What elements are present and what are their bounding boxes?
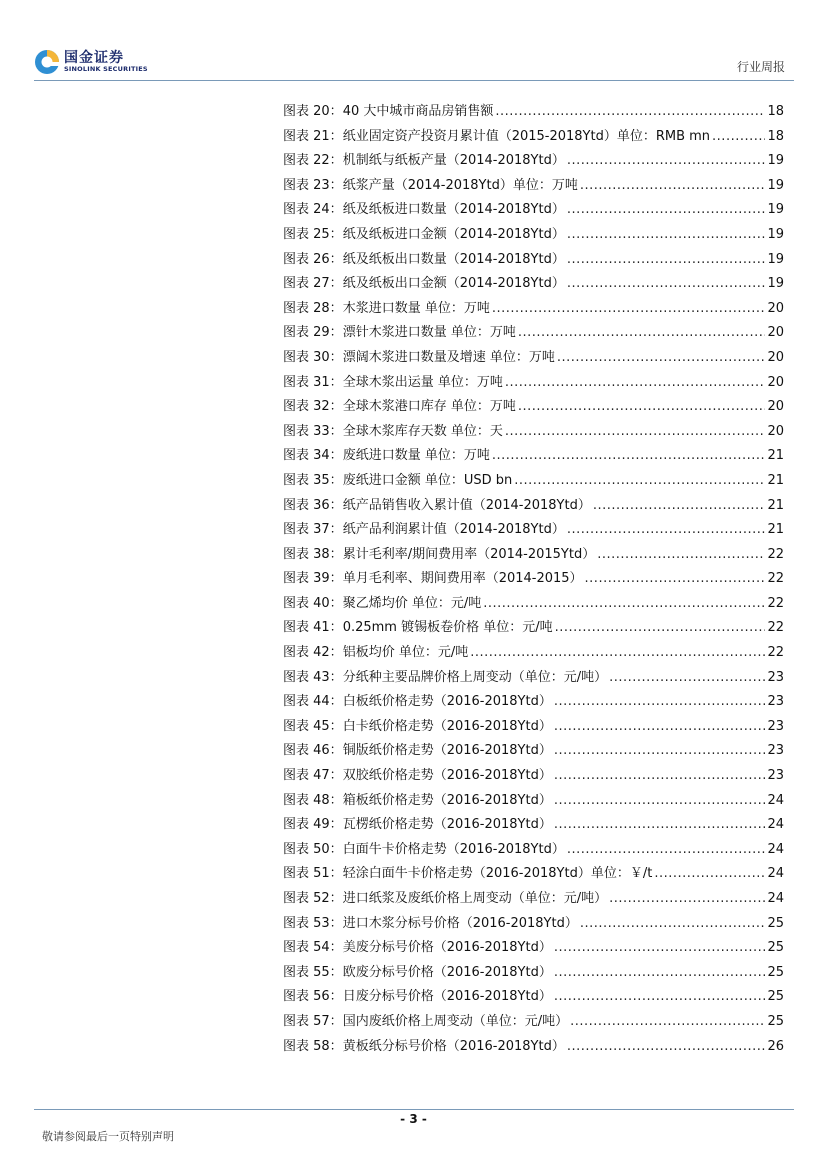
toc-leader-dots	[495, 100, 765, 125]
page-header	[0, 0, 827, 82]
toc-entry-page: 22	[767, 645, 784, 661]
toc-entry-page: 25	[767, 989, 784, 1005]
toc-entry-title: 美废分标号价格（2016-2018Ytd）	[342, 940, 552, 956]
toc-leader-dots	[580, 912, 766, 937]
toc-entry[interactable]	[283, 666, 784, 691]
toc-entry[interactable]	[283, 1035, 784, 1060]
toc-leader-dots	[554, 739, 766, 764]
toc-entry-number: 图表 50：	[283, 841, 343, 857]
toc-leader-dots	[593, 494, 766, 519]
toc-entry-page: 24	[767, 817, 784, 833]
toc-entry[interactable]	[283, 125, 784, 150]
toc-leader-dots	[554, 813, 766, 838]
toc-leader-dots	[492, 444, 766, 469]
toc-entry-number: 图表 48：	[283, 792, 343, 808]
toc-entry-page: 23	[767, 669, 784, 685]
toc-entry-page: 21	[767, 522, 784, 538]
toc-entry-number: 图表 26：	[283, 251, 343, 267]
toc-entry[interactable]	[283, 198, 784, 223]
toc-entry-page: 20	[767, 300, 784, 316]
toc-leader-dots	[570, 1010, 765, 1035]
toc-entry-page: 22	[767, 595, 784, 611]
toc-entry-number: 图表 28：	[283, 300, 343, 316]
toc-entry[interactable]	[283, 838, 784, 863]
toc-leader-dots	[609, 887, 765, 912]
toc-entry[interactable]	[283, 887, 784, 912]
toc-entry-number: 图表 51：	[283, 866, 343, 882]
toc-entry-page: 24	[767, 891, 784, 906]
toc-leader-dots	[567, 272, 766, 297]
toc-entry-number: 图表 33：	[283, 423, 343, 439]
toc-entry-page: 24	[767, 866, 784, 882]
toc-entry[interactable]	[283, 690, 784, 715]
toc-entry-title: 纸及纸板进口金额（2014-2018Ytd）	[342, 226, 565, 242]
toc-leader-dots	[567, 248, 766, 273]
toc-entry-title: 机制纸与纸板产量（2014-2018Ytd）	[342, 153, 565, 169]
company-logo	[34, 47, 154, 79]
toc-entry-title: 累计毛利率/期间费用率（2014-2015Ytd）	[342, 546, 596, 562]
toc-entry-title: 进口木浆分标号价格（2016-2018Ytd）	[342, 915, 578, 931]
toc-entry-number: 图表 41：	[283, 620, 343, 636]
toc-entry-page: 19	[767, 276, 784, 292]
toc-entry[interactable]	[283, 494, 784, 519]
toc-leader-dots	[567, 1035, 766, 1060]
toc-entry-page: 25	[767, 1013, 784, 1029]
toc-entry[interactable]	[283, 346, 784, 371]
toc-entry[interactable]	[283, 100, 784, 125]
toc-entry-title: 白板纸价格走势（2016-2018Ytd）	[342, 694, 552, 710]
toc-entry-number: 图表 52：	[283, 891, 343, 906]
toc-leader-dots	[492, 297, 766, 322]
toc-entry[interactable]	[283, 223, 784, 248]
sinolink-logo-icon	[34, 49, 60, 75]
toc-leader-dots	[554, 961, 766, 986]
toc-entry[interactable]	[283, 321, 784, 346]
toc-entry[interactable]	[283, 395, 784, 420]
toc-leader-dots	[712, 125, 765, 150]
toc-leader-dots	[514, 469, 765, 494]
toc-entry-page: 19	[767, 153, 784, 169]
toc-entry-page: 22	[767, 571, 784, 587]
toc-entry-title: 纸及纸板进口数量（2014-2018Ytd）	[342, 202, 565, 218]
toc-entry-title: 全球木浆库存天数 单位：天	[342, 423, 503, 439]
toc-entry-page: 19	[767, 202, 784, 218]
toc-entry-title: 欧废分标号价格（2016-2018Ytd）	[342, 964, 552, 980]
toc-entry-number: 图表 21：	[283, 128, 343, 144]
logo-chinese-name: 国金证券	[64, 50, 124, 66]
toc-entry-title: 白面牛卡价格走势（2016-2018Ytd）	[342, 841, 565, 857]
toc-entry[interactable]	[283, 297, 784, 322]
toc-entry-number: 图表 55：	[283, 964, 343, 980]
toc-entry-page: 20	[767, 349, 784, 365]
toc-entry[interactable]	[283, 912, 784, 937]
toc-entry-page: 21	[767, 448, 784, 464]
toc-entry-page: 21	[767, 472, 784, 488]
toc-leader-dots	[505, 371, 766, 396]
toc-entry-title: 国内废纸价格上周变动（单位：元/吨）	[342, 1013, 569, 1029]
toc-entry[interactable]	[283, 764, 784, 789]
toc-entry-title: 全球木浆出运量 单位：万吨	[342, 374, 503, 390]
toc-entry-page: 18	[767, 128, 784, 144]
toc-entry-number: 图表 43：	[283, 669, 343, 685]
toc-leader-dots	[609, 666, 765, 691]
toc-entry[interactable]	[283, 862, 784, 887]
toc-entry-page: 26	[767, 1038, 784, 1054]
toc-entry[interactable]	[283, 371, 784, 396]
toc-leader-dots	[554, 936, 766, 961]
toc-entry-number: 图表 30：	[283, 349, 343, 365]
toc-entry-number: 图表 54：	[283, 940, 343, 956]
toc-entry-title: 纸业固定资产投资月累计值（2015-2018Ytd）单位：RMB mn	[342, 128, 711, 144]
toc-entry-page: 22	[767, 620, 784, 636]
toc-entry-title: 40 大中城市商品房销售额	[342, 104, 494, 119]
toc-entry-page: 19	[767, 226, 784, 242]
toc-leader-dots	[554, 715, 766, 740]
toc-entry-title: 废纸进口金额 单位：USD bn	[342, 472, 513, 488]
toc-entry[interactable]	[283, 469, 784, 494]
toc-entry-title: 铜版纸价格走势（2016-2018Ytd）	[342, 743, 552, 759]
toc-entry[interactable]	[283, 985, 784, 1010]
toc-entry-page: 18	[767, 104, 784, 119]
toc-entry-page: 25	[767, 940, 784, 956]
toc-entry-number: 图表 31：	[283, 374, 343, 390]
toc-entry-number: 图表 46：	[283, 743, 343, 759]
toc-leader-dots	[567, 223, 766, 248]
toc-entry-page: 24	[767, 792, 784, 808]
toc-entry-title: 单月毛利率、期间费用率（2014-2015）	[342, 571, 583, 587]
toc-entry-page: 22	[767, 546, 784, 562]
toc-entry[interactable]	[283, 789, 784, 814]
toc-leader-dots	[567, 838, 766, 863]
toc-entry-page: 23	[767, 718, 784, 734]
toc-entry-title: 双胶纸价格走势（2016-2018Ytd）	[342, 768, 552, 784]
toc-entry[interactable]	[283, 616, 784, 641]
toc-entry[interactable]	[283, 739, 784, 764]
toc-leader-dots	[580, 174, 766, 199]
toc-entry-number: 图表 32：	[283, 399, 343, 415]
toc-leader-dots	[505, 420, 766, 445]
toc-entry-title: 纸浆产量（2014-2018Ytd）单位：万吨	[342, 177, 578, 193]
toc-leader-dots	[567, 518, 766, 543]
toc-entry[interactable]	[283, 272, 784, 297]
toc-entry-title: 聚乙烯均价 单位：元/吨	[342, 595, 482, 611]
toc-entry[interactable]	[283, 543, 784, 568]
toc-entry[interactable]	[283, 149, 784, 174]
toc-entry[interactable]	[283, 567, 784, 592]
toc-entry[interactable]	[283, 1010, 784, 1035]
toc-entry-number: 图表 25：	[283, 226, 343, 242]
toc-entry-number: 图表 38：	[283, 546, 343, 562]
toc-leader-dots	[483, 592, 765, 617]
report-type-label: 行业周报	[736, 60, 785, 74]
disclaimer-text: 敬请参阅最后一页特别声明	[42, 1130, 174, 1143]
toc-entry-title: 箱板纸价格走势（2016-2018Ytd）	[342, 792, 552, 808]
toc-entry[interactable]	[283, 420, 784, 445]
page-number: - 3 -	[400, 1112, 427, 1126]
toc-entry-number: 图表 53：	[283, 915, 343, 931]
toc-entry-number: 图表 40：	[283, 595, 343, 611]
toc-leader-dots	[555, 616, 766, 641]
toc-entry-title: 瓦楞纸价格走势（2016-2018Ytd）	[342, 817, 552, 833]
toc-entry-title: 纸产品销售收入累计值（2014-2018Ytd）	[342, 497, 591, 513]
toc-entry-number: 图表 37：	[283, 522, 343, 538]
toc-leader-dots	[567, 149, 766, 174]
toc-leader-dots	[518, 395, 766, 420]
toc-entry-number: 图表 56：	[283, 989, 343, 1005]
toc-entry-page: 20	[767, 325, 784, 341]
toc-leader-dots	[585, 567, 766, 592]
toc-entry-number: 图表 20：	[283, 104, 343, 119]
toc-entry-title: 漂针木浆进口数量 单位：万吨	[342, 325, 516, 341]
toc-entry-title: 白卡纸价格走势（2016-2018Ytd）	[342, 718, 552, 734]
toc-entry[interactable]	[283, 715, 784, 740]
toc-entry-number: 图表 57：	[283, 1013, 343, 1029]
toc-leader-dots	[597, 543, 765, 568]
toc-entry[interactable]	[283, 813, 784, 838]
toc-entry-title: 木浆进口数量 单位：万吨	[342, 300, 490, 316]
toc-entry[interactable]	[283, 641, 784, 666]
toc-leader-dots	[554, 764, 766, 789]
toc-entry-number: 图表 29：	[283, 325, 343, 341]
toc-entry-title: 纸产品利润累计值（2014-2018Ytd）	[342, 522, 565, 538]
toc-leader-dots	[554, 789, 766, 814]
toc-leader-dots	[470, 641, 765, 666]
toc-entry-page: 21	[767, 497, 784, 513]
toc-entry-page: 23	[767, 768, 784, 784]
toc-entry-number: 图表 45：	[283, 718, 343, 734]
toc-entry[interactable]	[283, 518, 784, 543]
toc-entry[interactable]	[283, 961, 784, 986]
toc-entry-title: 轻涂白面牛卡价格走势（2016-2018Ytd）单位：￥/t	[342, 866, 653, 882]
toc-entry-page: 23	[767, 694, 784, 710]
toc-entry-number: 图表 58：	[283, 1038, 343, 1054]
toc-entry-number: 图表 39：	[283, 571, 343, 587]
toc-entry-number: 图表 34：	[283, 448, 343, 464]
toc-entry-page: 20	[767, 399, 784, 415]
toc-entry-title: 漂阔木浆进口数量及增速 单位：万吨	[342, 349, 555, 365]
footer-divider	[34, 1109, 794, 1110]
toc-leader-dots	[554, 985, 766, 1010]
figure-list	[283, 100, 784, 1059]
toc-entry-page: 24	[767, 841, 784, 857]
toc-entry-number: 图表 23：	[283, 177, 343, 193]
toc-leader-dots	[554, 690, 766, 715]
toc-entry-number: 图表 22：	[283, 153, 343, 169]
toc-entry-number: 图表 35：	[283, 472, 343, 488]
toc-entry-page: 19	[767, 177, 784, 193]
toc-entry-page: 25	[767, 915, 784, 931]
toc-entry-page: 19	[767, 251, 784, 267]
toc-entry-title: 纸及纸板出口金额（2014-2018Ytd）	[342, 276, 565, 292]
toc-entry-number: 图表 44：	[283, 694, 343, 710]
toc-entry-number: 图表 24：	[283, 202, 343, 218]
toc-entry-page: 25	[767, 964, 784, 980]
toc-entry-title: 黄板纸分标号价格（2016-2018Ytd）	[342, 1038, 565, 1054]
toc-leader-dots	[557, 346, 766, 371]
toc-entry[interactable]	[283, 592, 784, 617]
toc-leader-dots	[567, 198, 766, 223]
toc-leader-dots	[518, 321, 766, 346]
toc-entry-number: 图表 49：	[283, 817, 343, 833]
toc-entry-title: 纸及纸板出口数量（2014-2018Ytd）	[342, 251, 565, 267]
toc-entry-number: 图表 27：	[283, 276, 343, 292]
toc-entry-number: 图表 42：	[283, 645, 343, 661]
toc-entry-title: 分纸种主要品牌价格上周变动（单位：元/吨）	[342, 669, 608, 685]
toc-entry-page: 20	[767, 423, 784, 439]
toc-entry[interactable]	[283, 444, 784, 469]
toc-entry-title: 全球木浆港口库存 单位：万吨	[342, 399, 516, 415]
toc-entry-number: 图表 36：	[283, 497, 343, 513]
toc-entry[interactable]	[283, 248, 784, 273]
toc-entry-page: 23	[767, 743, 784, 759]
toc-entry[interactable]	[283, 936, 784, 961]
toc-leader-dots	[654, 862, 765, 887]
toc-entry-title: 铝板均价 单位：元/吨	[342, 645, 469, 661]
logo-english-name: SINOLINK SECURITIES	[64, 65, 148, 73]
toc-entry[interactable]	[283, 174, 784, 199]
toc-entry-title: 日废分标号价格（2016-2018Ytd）	[342, 989, 552, 1005]
toc-entry-title: 废纸进口数量 单位：万吨	[342, 448, 490, 464]
toc-entry-page: 20	[767, 374, 784, 390]
toc-entry-title: 进口纸浆及废纸价格上周变动（单位：元/吨）	[342, 891, 608, 906]
header-divider	[34, 80, 794, 81]
toc-entry-title: 0.25mm 镀锡板卷价格 单位：元/吨	[342, 620, 553, 636]
toc-entry-number: 图表 47：	[283, 768, 343, 784]
